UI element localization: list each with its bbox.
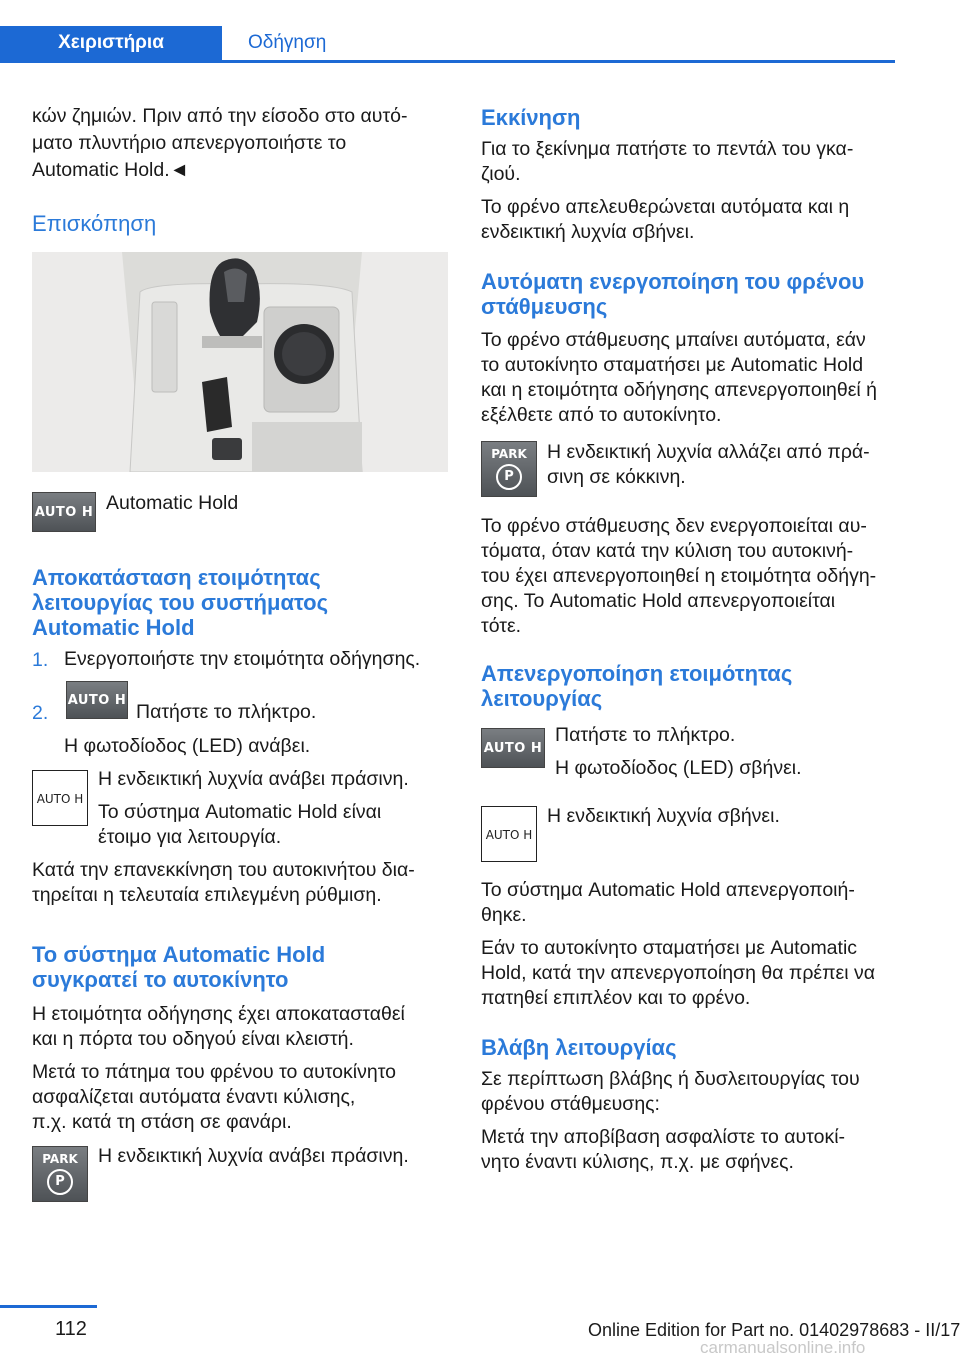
step-1-text: Ενεργοποιήστε την ετοιμότητα οδήγησης. <box>64 648 421 670</box>
restore-heading-3: Automatic Hold <box>32 615 195 640</box>
footer-rule <box>0 1305 97 1308</box>
park-green-text: Η ενδεικτική λυχνία ανάβει πράσινη. <box>98 1145 409 1167</box>
start-p2-line-1: Το φρένο απελευθερώνεται αυτόματα και η <box>481 196 850 218</box>
deact-heading-1: Απενεργοποίηση ετοιμότητας <box>481 661 793 686</box>
not-auto-line-1: Το φρένο στάθμευσης δεν ενεργοποιείται αυ- <box>481 515 867 537</box>
deact-p1-line-2: θηκε. <box>481 904 527 926</box>
start-p1-line-2: ζιού. <box>481 163 521 185</box>
intro-line-2: ματο πλυντήριο απενεργοποιήστε το <box>32 132 347 154</box>
fault-p2-line-2: νητο έναντι κύλισης, π.χ. με σφήνες. <box>481 1151 794 1173</box>
park-label: PARK <box>42 1152 78 1166</box>
deact-p1-line-1: Το σύστημα Automatic Hold απενεργοποιή- <box>481 879 855 901</box>
auto-park-line-1: Το φρένο στάθμευσης μπαίνει αυτόματα, εάν <box>481 329 866 351</box>
intro-line-3: Automatic Hold.◄ <box>32 159 189 181</box>
watermark: carmanualsonline.info <box>700 1338 866 1357</box>
holds-heading-1: Το σύστημα Automatic Hold <box>32 942 326 967</box>
auto-h-indicator-icon-off: AUTO H <box>481 806 537 862</box>
fault-p1-line-2: φρένου στάθμευσης: <box>481 1093 660 1115</box>
step-1-number: 1. <box>32 649 49 671</box>
auto-park-line-4: εξέλθετε από το αυτοκίνητο. <box>481 404 722 426</box>
park-label: PARK <box>491 447 527 461</box>
tab-controls[interactable]: Χειριστήρια <box>0 26 222 60</box>
intro-line-1: κών ζημιών. Πριν από την είσοδο στο αυτό- <box>32 105 408 127</box>
tab-driving[interactable]: Οδήγηση <box>248 32 327 53</box>
holds-heading-2: συγκρατεί το αυτοκίνητο <box>32 967 289 992</box>
deact-led: Η φωτοδίοδος (LED) σβήνει. <box>555 757 802 779</box>
deact-p2-line-2: Hold, κατά την απενεργοποίηση θα πρέπει να <box>481 962 876 984</box>
park-symbol: P <box>47 1169 73 1195</box>
auto-h-indicator-icon: AUTO H <box>32 770 88 826</box>
header-rule <box>0 60 895 63</box>
park-red-line-2: σινη σε κόκκινη. <box>547 466 686 488</box>
auto-park-line-2: το αυτοκίνητο σταματήσει με Automatic Hold <box>481 354 864 376</box>
auto-h-button-icon-step: AUTO H <box>66 681 128 719</box>
park-red-indicator-icon <box>481 441 537 497</box>
step-2-led: Η φωτοδίοδος (LED) ανάβει. <box>64 735 311 757</box>
indicator-green-text: Η ενδεικτική λυχνία ανάβει πράσινη. <box>98 768 409 790</box>
not-auto-line-3: του έχει απενεργοποιηθεί η ετοιμότητα οδήγη- <box>481 565 877 587</box>
park-symbol: P <box>496 464 522 490</box>
park-red-line-1: Η ενδεικτική λυχνία αλλάζει από πρά- <box>547 441 870 463</box>
auto-park-line-3: και η ετοιμότητα οδήγησης απενεργοποιηθεί ή <box>481 379 878 401</box>
console-photo <box>32 252 448 472</box>
deact-p2-line-1: Εάν το αυτοκίνητο σταματήσει με Automatic <box>481 937 858 959</box>
system-ready-line-1: Το σύστημα Automatic Hold είναι <box>98 801 382 823</box>
deact-indicator: Η ενδεικτική λυχνία σβήνει. <box>547 805 780 827</box>
system-ready-line-2: έτοιμο για λειτουργία. <box>98 826 282 848</box>
step-2-number: 2. <box>32 702 49 724</box>
not-auto-line-5: τότε. <box>481 615 522 637</box>
step-2-text: Πατήστε το πλήκτρο. <box>136 701 317 723</box>
holds-p1-line-1: Η ετοιμότητα οδήγησης έχει αποκατασταθεί <box>32 1003 405 1025</box>
holds-p2-line-3: π.χ. κατά τη στάση σε φανάρι. <box>32 1111 292 1133</box>
fault-p1-line-1: Σε περίπτωση βλάβης ή δυσλειτουργίας του <box>481 1068 860 1090</box>
restart-note-line-1: Κατά την επανεκκίνηση του αυτοκινήτου δια- <box>32 859 415 881</box>
holds-p1-line-2: και η πόρτα του οδηγού είναι κλειστή. <box>32 1028 354 1050</box>
overview-heading: Επισκόπηση <box>32 211 157 236</box>
not-auto-line-4: σης. Το Automatic Hold απενεργοποιείται <box>481 590 836 612</box>
auto-park-heading-1: Αυτόματη ενεργοποίηση του φρένου <box>481 269 865 294</box>
deact-p2-line-3: πατηθεί επιπλέον και το φρένο. <box>481 987 751 1009</box>
park-indicator-icon <box>32 1146 88 1202</box>
start-p2-line-2: ενδεικτική λυχνία σβήνει. <box>481 221 695 243</box>
fault-p2-line-1: Μετά την αποβίβαση ασφαλίστε το αυτοκί- <box>481 1126 846 1148</box>
start-heading: Εκκίνηση <box>481 105 581 130</box>
restart-note-line-2: τηρείται η τελευταία επιλεγμένη ρύθμιση. <box>32 884 382 906</box>
restore-heading-2: λειτουργίας του συστήματος <box>32 590 329 615</box>
deact-heading-2: λειτουργίας <box>481 686 603 711</box>
header-tabs <box>0 0 895 62</box>
fault-heading: Βλάβη λειτουργίας <box>481 1035 677 1060</box>
holds-p2-line-2: ασφαλίζεται αυτόματα έναντι κύλισης, <box>32 1086 356 1108</box>
holds-p2-line-1: Μετά το πάτημα του φρένου το αυτοκίνητο <box>32 1061 396 1083</box>
start-p1-line-1: Για το ξεκίνημα πατήστε το πεντάλ του γκα- <box>481 138 854 160</box>
restore-heading-1: Αποκατάσταση ετοιμότητας <box>32 565 321 590</box>
not-auto-line-2: τόματα, όταν κατά την κύλιση του αυτοκινή- <box>481 540 854 562</box>
deact-press: Πατήστε το πλήκτρο. <box>555 724 736 746</box>
auto-hold-caption: Automatic Hold <box>106 492 239 514</box>
auto-h-button-icon: AUTO H <box>32 492 96 532</box>
auto-h-button-icon-deact: AUTO H <box>481 728 545 768</box>
page-number: 112 <box>55 1318 87 1340</box>
edition-text: Online Edition for Part no. 01402978683 - II/17 <box>588 1320 960 1340</box>
auto-park-heading-2: στάθμευσης <box>481 294 608 319</box>
